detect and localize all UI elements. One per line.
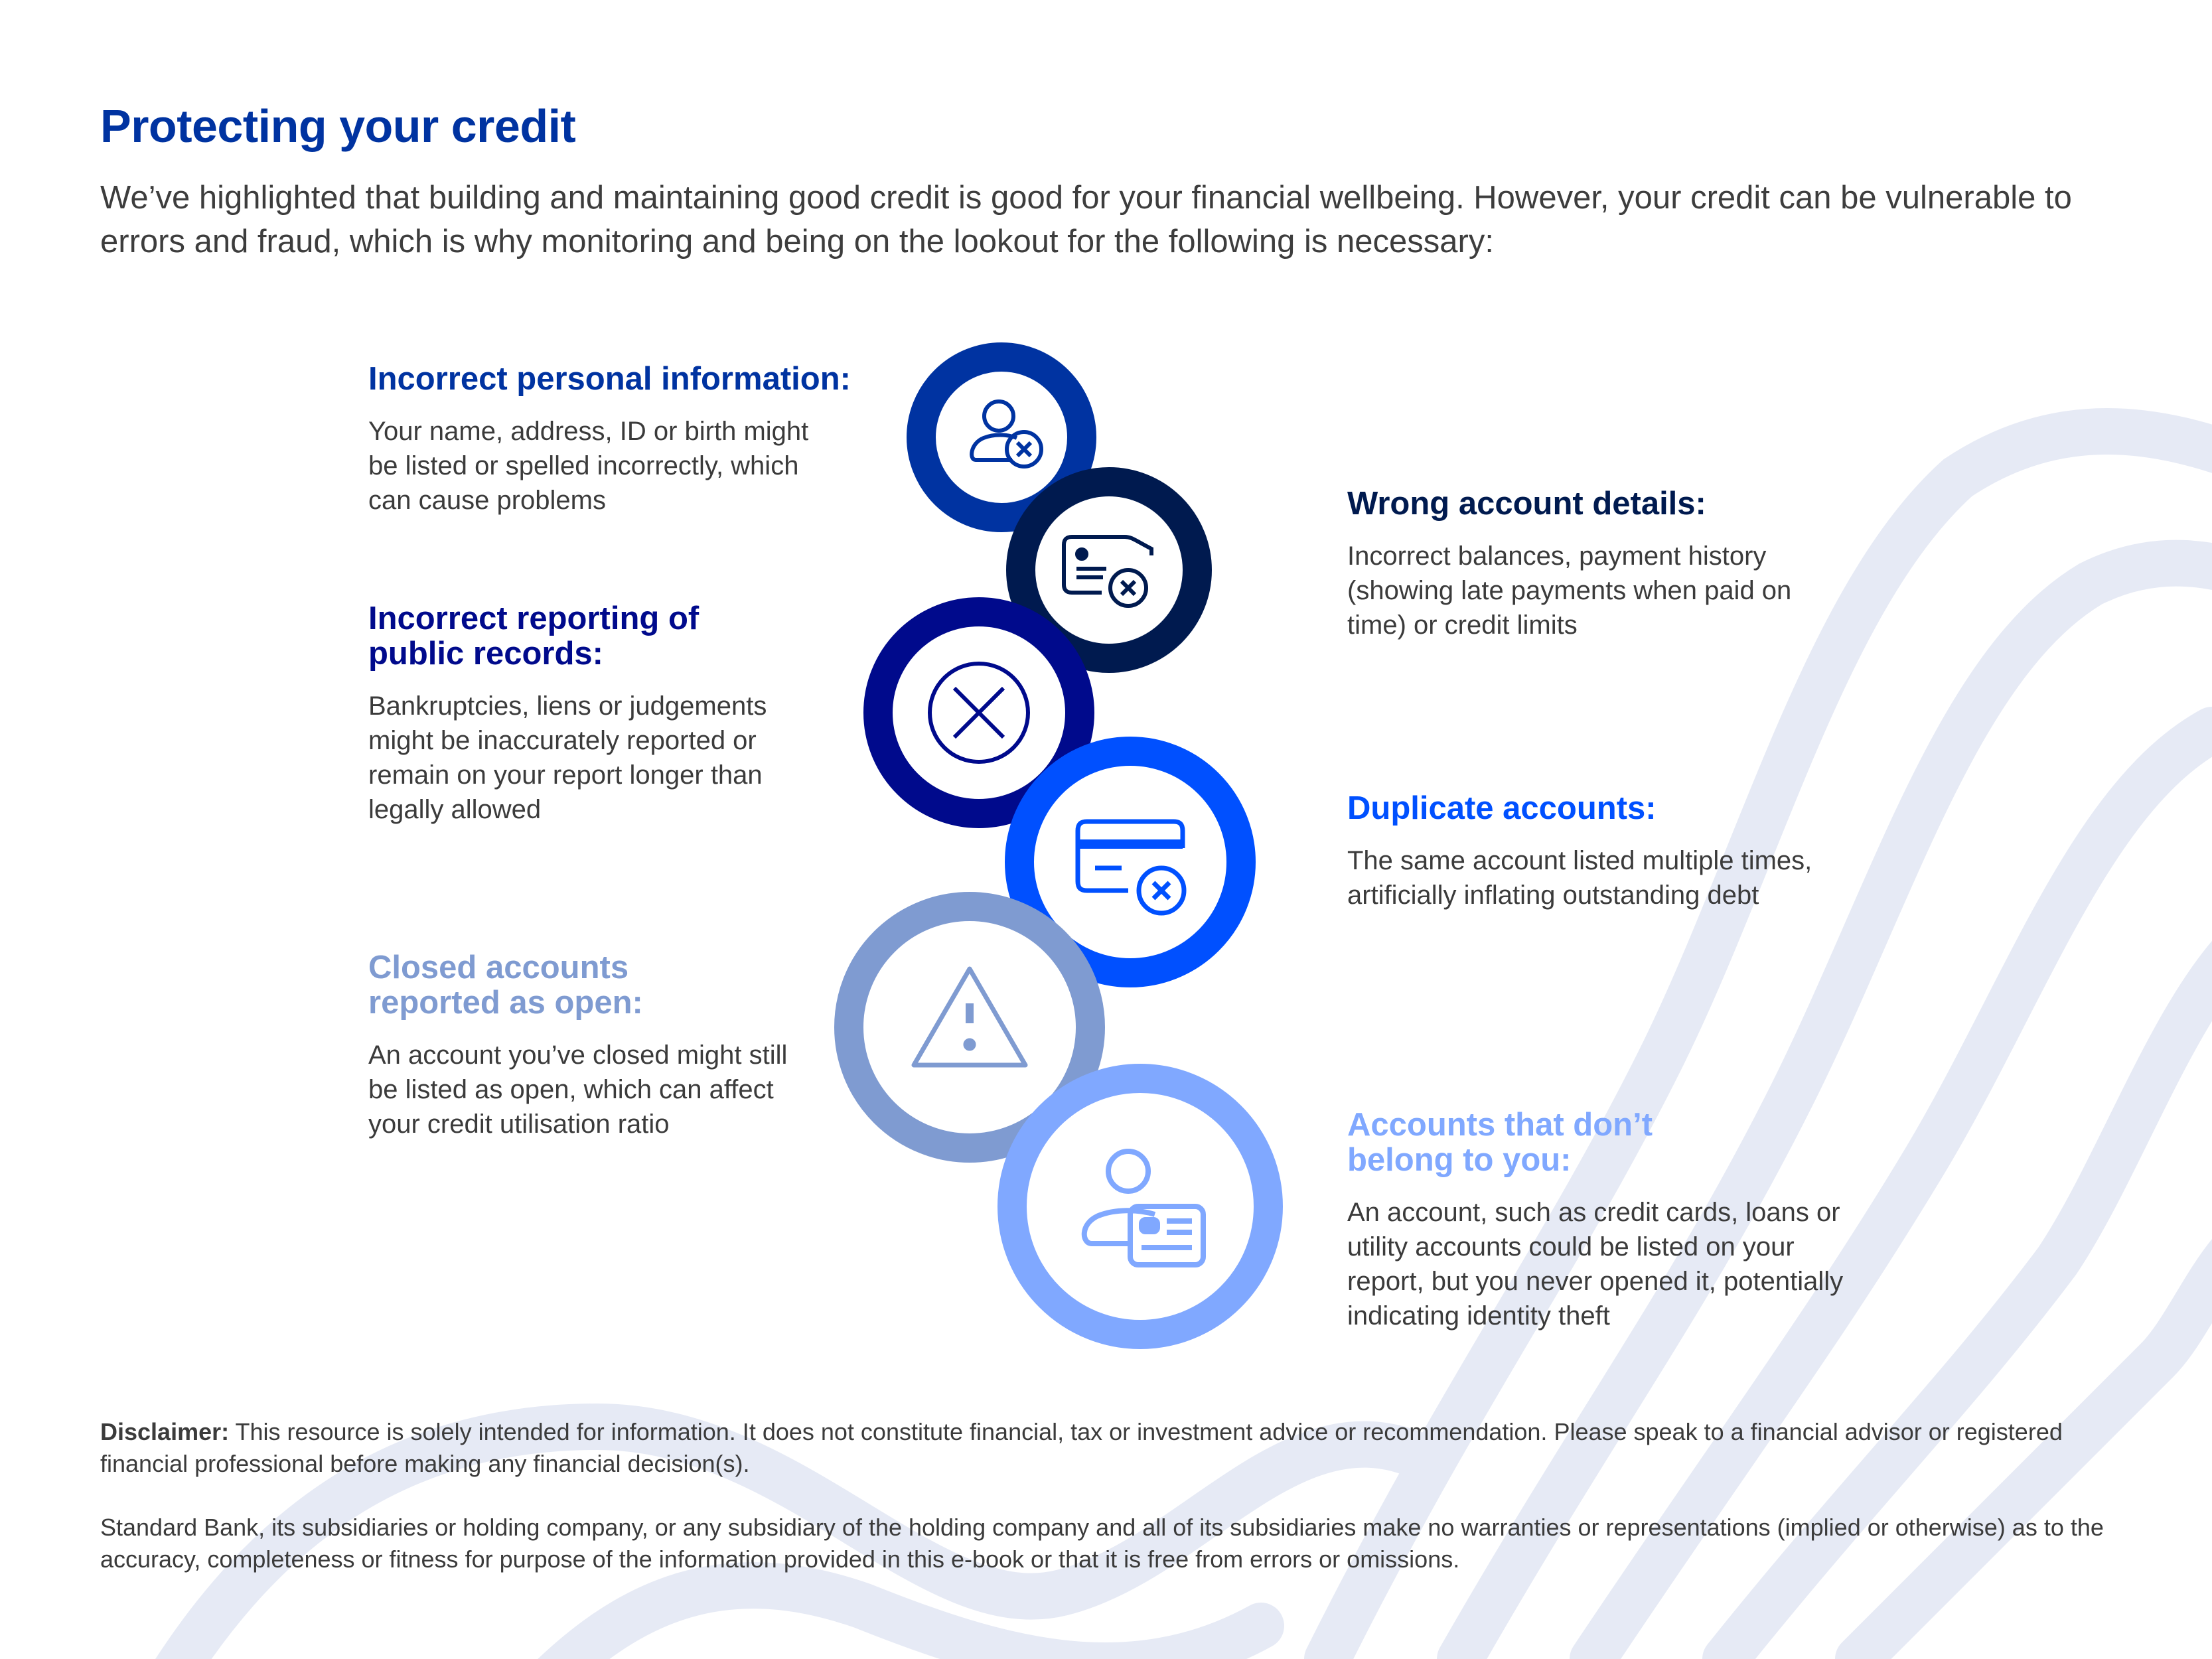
item-heading: Closed accounts reported as open: [368, 950, 643, 1021]
intro-paragraph: We’ve highlighted that building and maintaining good credit is good for your financial wellbeing. However, your credit can be vulnerable to errors and fraud, which is why monitoring and being on the lookout for the following is necessary: [100, 180, 2072, 259]
item-body: An account you’ve closed might still be listed as open, which can affect your credit utilisation ratio [368, 1041, 788, 1139]
page-title: Protecting your credit [100, 100, 576, 152]
item-heading: Accounts that don’t belong to you: [1347, 1107, 1653, 1178]
item-heading: Duplicate accounts: [1347, 790, 1657, 826]
item-heading: Incorrect reporting of public records: [368, 601, 700, 672]
item-body: Bankruptcies, liens or judgements might be inaccurately reported or remain on your report longer than legally allowed [368, 691, 767, 824]
circle-person-id [1012, 1078, 1268, 1334]
disclaimer [100, 1416, 2124, 1480]
disclaimer-label: Disclaimer: [100, 1418, 230, 1445]
legal-notice: Standard Bank, its subsidiaries or holding company, or any subsidiary of the holding company and all of its subsidiaries make no warranties or representations (implied or otherwise) as to the accuracy, completeness or fitness for purpose of the information provided in this e-book or that it is free from errors or omissions. [100, 1514, 2104, 1573]
item-body: An account, such as credit cards, loans or utility accounts could be listed on your report, but you never opened it, potentially indicating identity theft [1347, 1198, 1844, 1331]
item-body: Incorrect balances, payment history (showing late payments when paid on time) or credit limits [1347, 541, 1792, 640]
item-heading: Wrong account details: [1347, 486, 1706, 522]
item-body: The same account listed multiple times, artificially inflating outstanding debt [1347, 846, 1812, 910]
item-body: Your name, address, ID or birth might be listed or spelled incorrectly, which can cause problems [368, 417, 809, 515]
item-heading: Incorrect personal information: [368, 361, 851, 397]
disclaimer-text: This resource is solely intended for information. It does not constitute financial, tax or investment advice or recommendation. Please speak to a financial advisor or registered financial professional before making any financial decision(s). [100, 1418, 2063, 1477]
